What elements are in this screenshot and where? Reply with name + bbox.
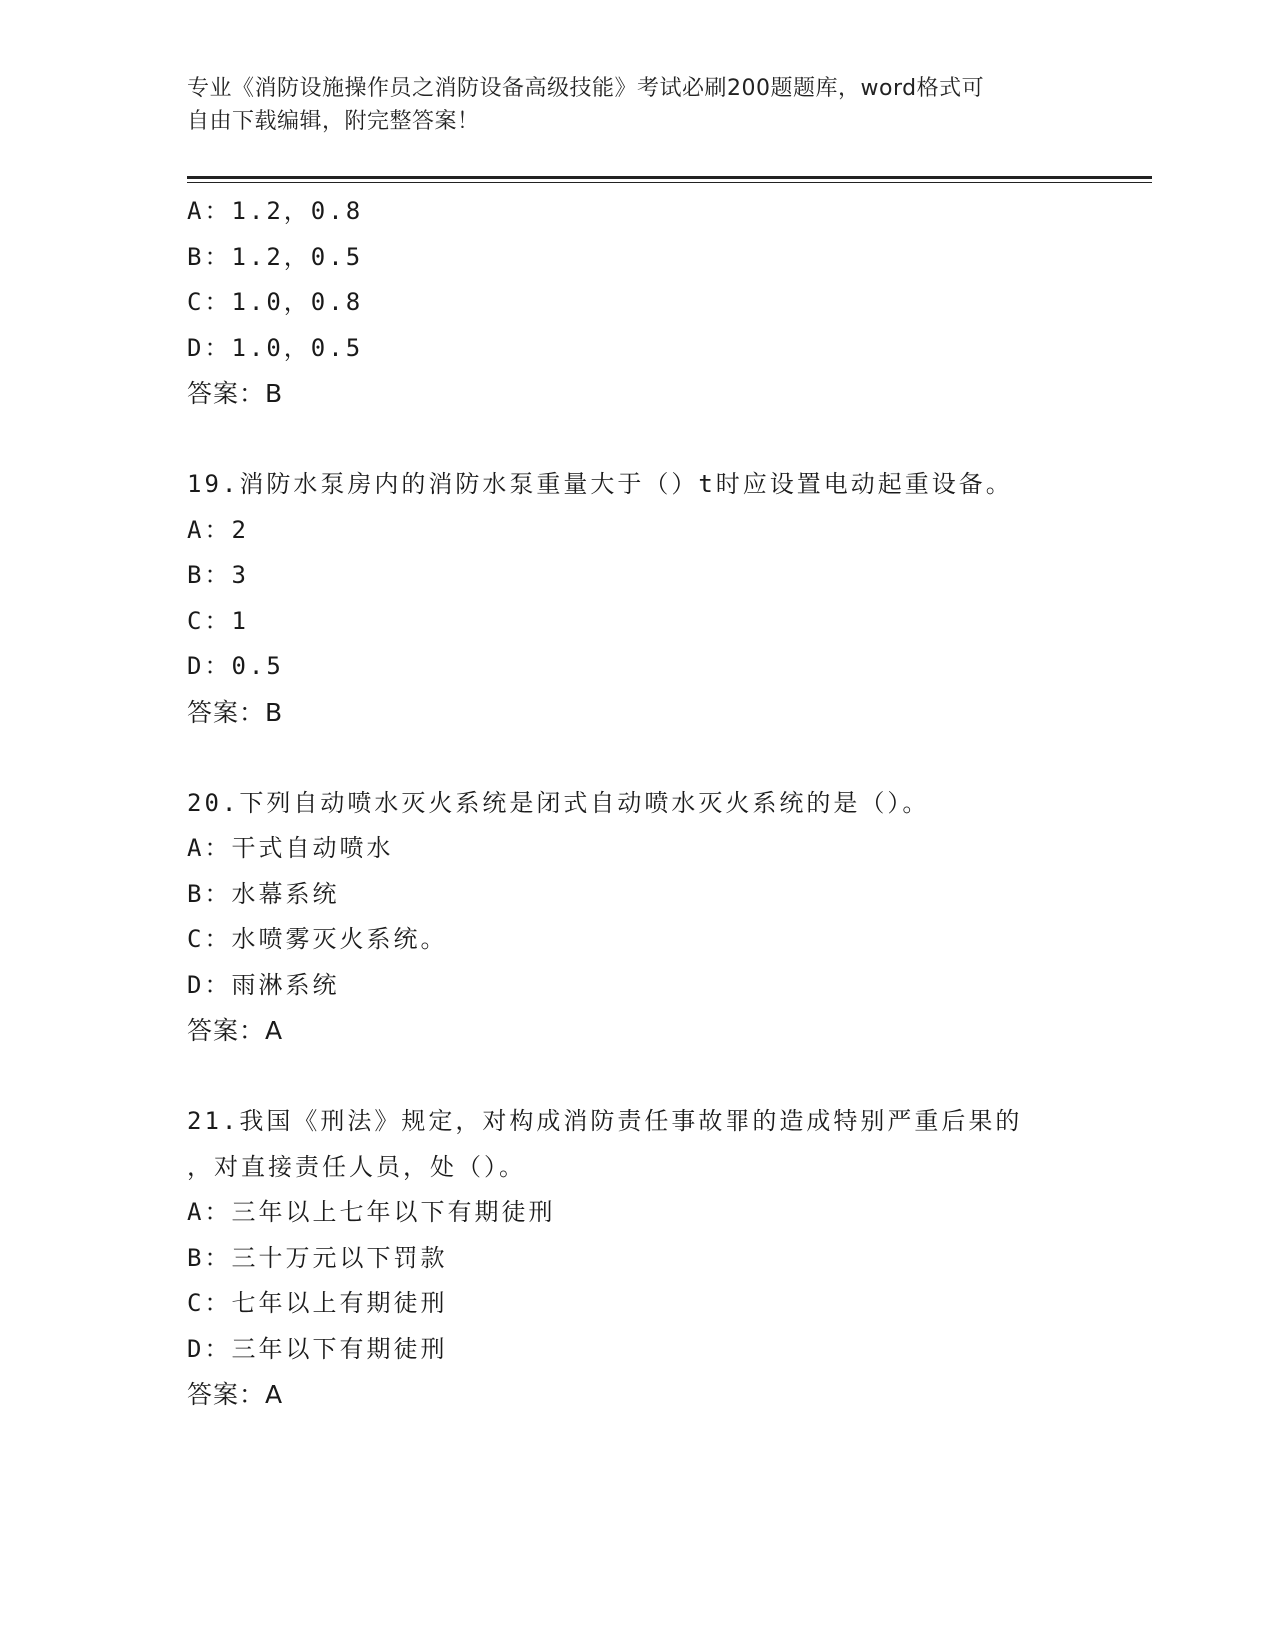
answer-line: 答案：B [187,697,284,727]
question-stem-line-1: 21.我国《刑法》规定，对构成消防责任事故罪的造成特别严重后果的 [187,1107,1023,1135]
header-divider-thin [187,182,1152,183]
question-block-21 [187,1099,1147,1418]
option-b: B：水幕系统 [187,879,340,908]
question-block-19 [187,462,1147,735]
option-a: A：三年以上七年以下有期徒刑 [187,1198,556,1226]
header-divider-thick [187,176,1152,179]
option-b: B：1.2，0.5 [187,242,364,271]
spacer [187,735,1147,781]
question-stem-line-2: ，对直接责任人员，处（）。 [187,1152,526,1181]
header-title-line-2: 自由下载编辑，附完整答案！ [187,109,480,134]
option-c: C：1.0，0.8 [187,288,364,316]
question-stem: 20.下列自动喷水灭火系统是闭式自动喷水灭火系统的是（）。 [187,788,930,817]
option-a: A：干式自动喷水 [187,834,394,862]
answer-line: 答案：A [187,1380,284,1409]
option-d: D：1.0，0.5 [187,333,364,362]
header-title-line-1: 专业《消防设施操作员之消防设备高级技能》考试必刷200题题库，word格式可 [187,76,985,101]
answer-line: 答案：B [187,379,284,408]
document-header [187,72,1067,138]
option-d: D：0.5 [187,652,284,680]
question-block-20 [187,781,1147,1054]
question-list [187,189,1147,1418]
option-b: B：三十万元以下罚款 [187,1243,448,1272]
option-b: B：3 [187,561,249,589]
option-c: C：1 [187,606,249,635]
question-stem: 19.消防水泵房内的消防水泵重量大于（）t时应设置电动起重设备。 [187,470,1013,498]
option-a: A：1.2，0.8 [187,197,364,225]
option-a: A：2 [187,515,249,544]
answer-line: 答案：A [187,1016,284,1045]
question-block-18 [187,189,1147,417]
spacer [187,417,1147,463]
option-c: C：七年以上有期徒刑 [187,1289,448,1317]
option-d: D：雨淋系统 [187,970,340,999]
option-c: C：水喷雾灭火系统。 [187,925,448,953]
spacer [187,1054,1147,1100]
option-d: D：三年以下有期徒刑 [187,1334,448,1363]
